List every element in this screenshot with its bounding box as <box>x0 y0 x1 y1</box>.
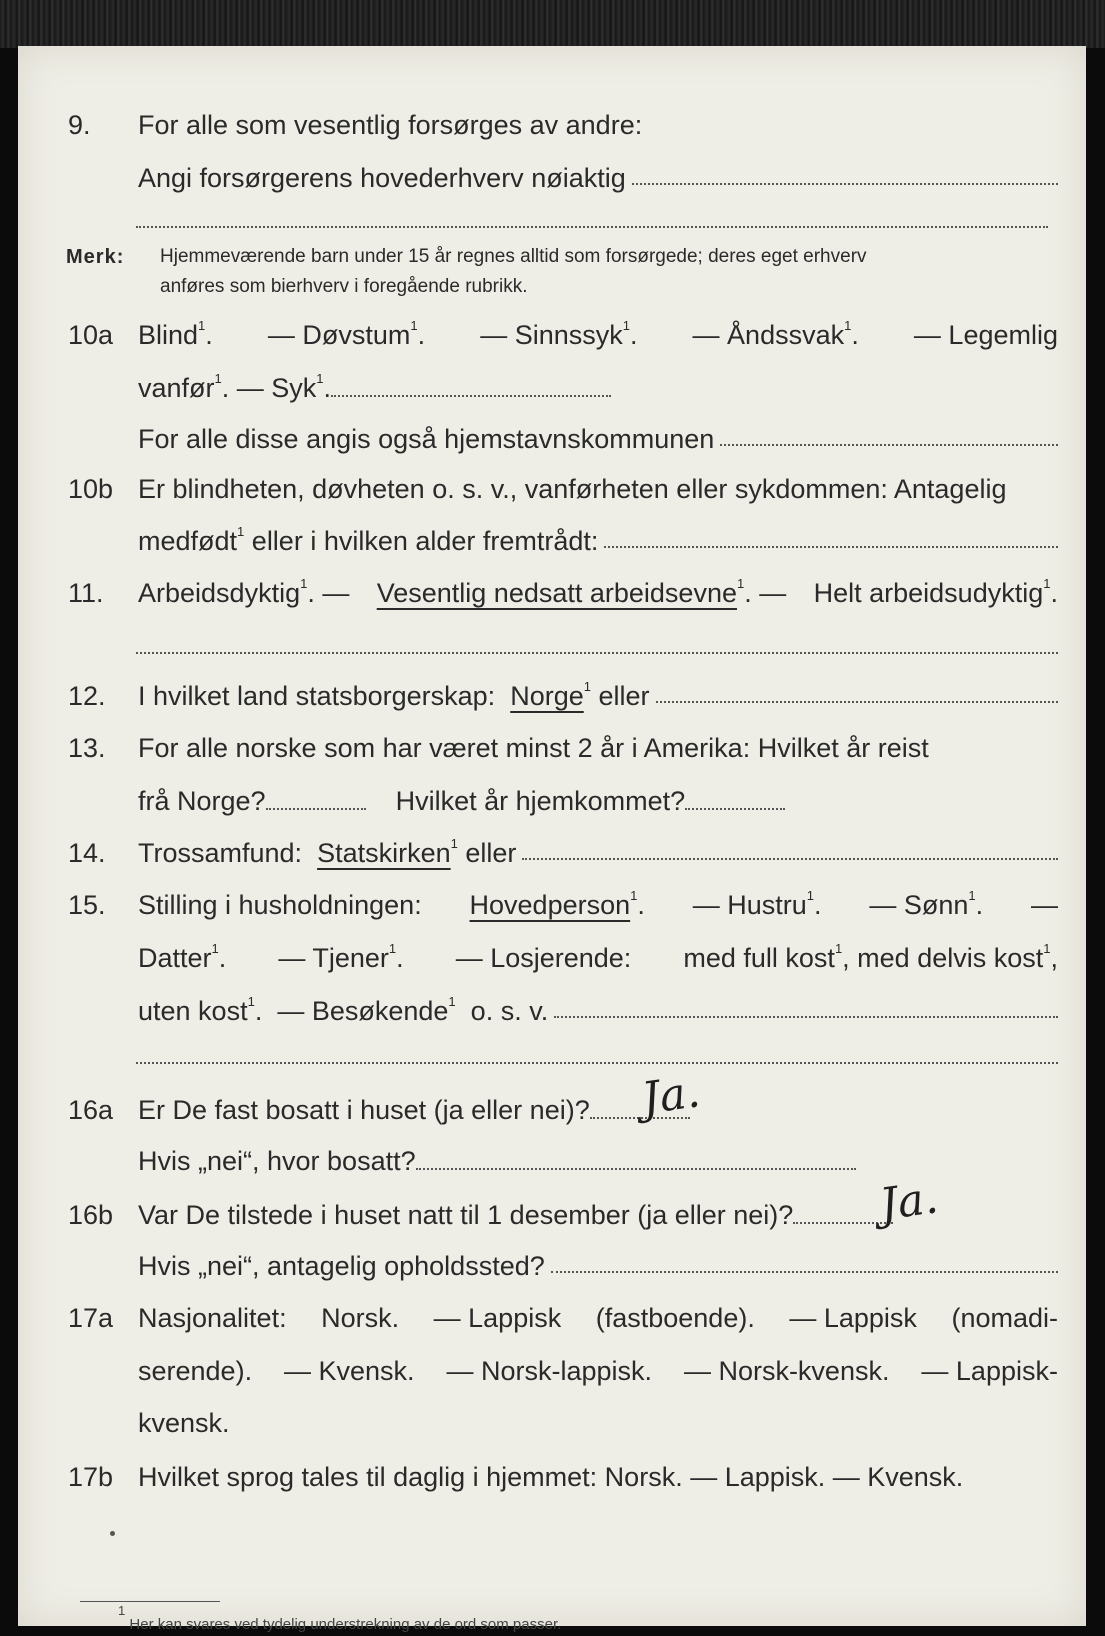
question-number: 16a <box>68 1095 114 1125</box>
ink-speck <box>110 1531 115 1536</box>
answer-field[interactable] <box>604 524 1058 548</box>
answer-field[interactable] <box>331 373 611 397</box>
question-number: 11. <box>68 578 104 608</box>
answer-field[interactable] <box>554 994 1058 1018</box>
question-number: 15. <box>68 890 106 920</box>
answer-field[interactable] <box>416 1146 856 1170</box>
footnote: $^1$ Her kan svares ved tydelig understrekning av de ord som passer. <box>118 1603 562 1633</box>
footnote-rule <box>80 1601 220 1602</box>
census-form-page: 9. For alle som vesentlig forsørges av andre: Angi forsørgerens hovederhverv nøiaktig Merk: Hjemmeværende barn under 15 år regnes alltid som forsørgede; deres eget erhverv anføres som bierhverv i foregående rubrikk. 10a Blind$^1$. — Døvstum$^1$. — Sinnssyk$^1$. — Åndssvak$^1$. — Legemlig vanfør$^1$. — Syk$^1$. For alle disse angis også hjemstavnskommunen 10b Er blindheten, døvheten o. s. v., vanførheten eller sykdommen: Antagelig medfødt$^1$ eller i hvilken alder fremtrådt: 11. Arbeidsdyktig$^1$. — Vesentlig nedsatt arbeidsevne$^1$. — Helt arbeidsudyktig$^1$. 12. I hvilket land statsborgerskap: Norge$^1$ eller 13. For alle norske som har været minst 2 år i Amerika: Hvilket år reist frå Norge? Hvilket år hjemkommet? 14. Trossamfund: Statskirken$^1$ eller 15. Stilling i husholdningen: Hovedperson$^1$. — Hustru$^1$. — Sønn$^1$. — Datter$^1$. — Tjener$^1$. — Losjerende: med full kost$^1$, med delvis kost$^1$, uten kost$^1$. — Besøkende$^1$ o. s. v. 16a Er De fast bosatt i huset (ja eller nei)? Ja. Hvis „nei“, hvor bosatt? 16b Var De tilstede i huset natt til 1 desember (ja eller nei)? Ja. Hvis „nei“, antagelig opholdssted? 17a Nasjonalitet: Norsk. — Lappisk (fastboende). — Lappisk (nomadi- serende). — Kvensk. — Norsk-lappisk. — Norsk-kvensk. — Lappisk- kvensk. 17b Hvilket sprog tales til daglig i hjemmet: Norsk. — Lappisk. — Kvensk. $^1$ Her kan svares ved tydelig understrekning av de ord som passer. <box>18 46 1086 1626</box>
answer-field-line[interactable] <box>136 652 1058 654</box>
note-label: Merk: <box>66 246 125 268</box>
answer-field[interactable] <box>793 1200 893 1224</box>
question-number: 14. <box>68 838 106 868</box>
question-number: 17b <box>68 1462 114 1492</box>
underlined-answer: Statskirken <box>317 838 451 868</box>
question-number: 10b <box>68 474 114 504</box>
handwritten-answer: Ja. <box>876 1172 942 1231</box>
handwritten-answer: Ja. <box>638 1066 704 1125</box>
answer-field[interactable] <box>632 161 1058 185</box>
answer-field[interactable] <box>522 836 1058 860</box>
answer-field[interactable] <box>551 1249 1058 1273</box>
underlined-answer: Hovedperson <box>469 890 631 920</box>
answer-field-year-returned[interactable] <box>685 786 785 810</box>
question-text: Angi forsørgerens hovederhverv nøiaktig <box>138 163 626 193</box>
note-text: Hjemmeværende barn under 15 år regnes alltid som forsørgede; deres eget erhverv anføres som bierhverv i foregående rubrikk. <box>160 246 867 297</box>
question-text: For alle som vesentlig forsørges av andre: <box>138 110 643 140</box>
answer-field-year-left[interactable] <box>266 786 366 810</box>
question-number: 13. <box>68 733 106 763</box>
underlined-answer: Norge <box>510 681 584 711</box>
question-number: 17a <box>68 1303 114 1333</box>
answer-field-line[interactable] <box>136 226 1048 228</box>
scanner-edge <box>0 0 1105 48</box>
underlined-answer: Vesentlig nedsatt arbeidsevne <box>376 578 737 608</box>
answer-field[interactable] <box>656 679 1058 703</box>
answer-field-line[interactable] <box>136 1062 1058 1064</box>
question-number: 16b <box>68 1200 114 1230</box>
answer-field[interactable] <box>720 422 1058 446</box>
question-number: 9. <box>68 110 91 140</box>
question-number: 12. <box>68 681 106 711</box>
question-number: 10a <box>68 320 114 350</box>
